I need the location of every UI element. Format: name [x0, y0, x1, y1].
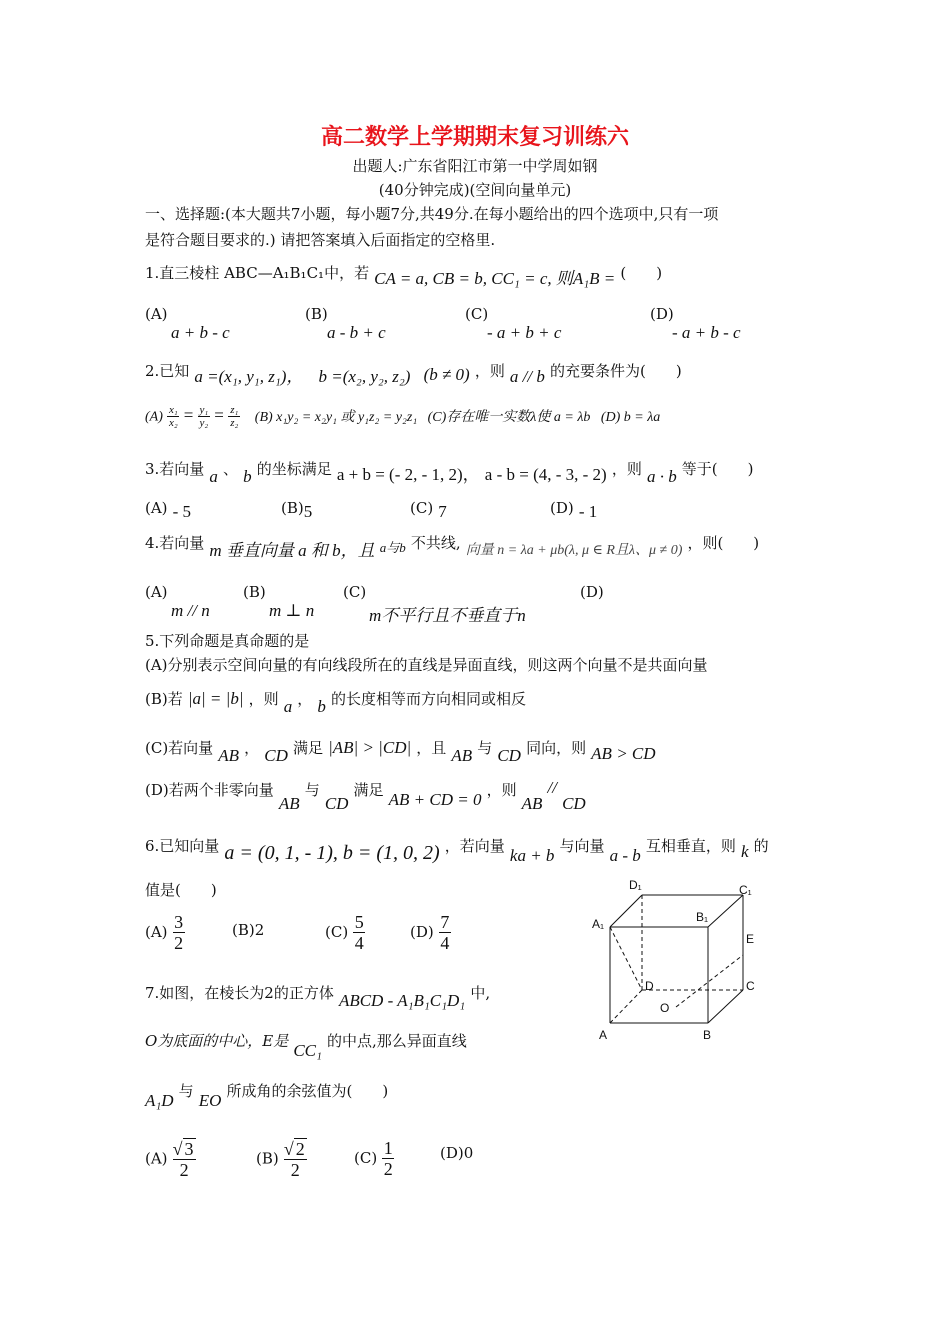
q4-tail: ，则( )	[687, 534, 760, 552]
q3-mid: 的坐标满足	[256, 460, 332, 478]
q4-option-b: (B) m ⊥ n	[243, 583, 315, 620]
q1-condition: CA = a, CB = b, CC₁ = c, 则A₁B =	[374, 269, 616, 288]
q2-stem: 2.已知	[145, 362, 190, 380]
q4-ab: a与b	[379, 540, 406, 555]
q2-vector-a: a =(x₁, y₁, z₁)，	[194, 367, 304, 386]
option-label: (D)	[650, 305, 674, 323]
q7-option-d: (D)0	[440, 1144, 474, 1162]
q2-option-b: (B) x₁y₂ = x₂y₁ 或 y₁z₂ = y₂z₁	[254, 409, 418, 425]
q6-option-a: (A) $\frac{3}{2}$	[145, 912, 184, 953]
q1-paren: ( )	[620, 264, 663, 282]
q3-option-a: (A) - 5	[145, 499, 192, 521]
option-label: (C)	[465, 305, 489, 323]
q2-option-a-label: (A)	[145, 409, 163, 425]
q2-tail: 的充要条件为( )	[549, 362, 682, 380]
q2-vector-b: b =(x₂, y₂, z₂)	[318, 367, 411, 386]
question-6: 6.已知向量 a = (0, 1, - 1), b = (1, 0, 2) ，若向量 ka + b 与向量 a - b 互相垂直，则 k 的	[145, 837, 769, 865]
option-label: (A)	[145, 305, 168, 323]
label-b: B	[703, 1028, 712, 1042]
q3-tail: 等于( )	[681, 460, 754, 478]
label-a: A	[599, 1028, 608, 1042]
q4-stem: 4.若向量	[145, 534, 205, 552]
label-o: O	[660, 1001, 670, 1015]
q2-then: ，则	[474, 362, 505, 380]
option-expr: - a + b - c	[672, 323, 741, 342]
q3-option-d: (D) - 1	[550, 499, 598, 521]
q2-condition: (b ≠ 0)	[423, 365, 470, 384]
question-7: 7.如图，在棱长为2的正方体 ABCD - A₁B₁C₁D₁ 中,	[145, 984, 491, 1010]
cube-figure	[585, 870, 775, 1050]
q2-fraction: $\frac{\text{y₁}}{\text{y₂}}$	[199, 404, 209, 429]
meta-line: (40分钟完成)(空间向量单元)	[378, 181, 572, 199]
question-1	[145, 258, 663, 288]
q2-fraction: $\frac{\text{z₁}}{\text{z₂}}$	[230, 404, 239, 429]
q3-eq2: a - b = (4, - 3, - 2)	[484, 465, 607, 484]
q3-then: ，则	[611, 460, 642, 478]
q4-option-a: (A) m // n	[145, 583, 210, 620]
label-b1: B₁	[696, 910, 709, 924]
q7-line2: O为底面的中心，E是 CC₁ 的中点,那么异面直线	[145, 1032, 467, 1060]
intro-line-1: 一、选择题:(本大题共7小题，每小题7分,共49分.在每小题给出的四个选项中,只有一项	[145, 205, 719, 223]
q1-stem: 1.直三棱柱 ABC—A₁B₁C₁中，若	[145, 264, 370, 282]
q3-b: b	[243, 467, 252, 486]
option-expr: a - b + c	[327, 323, 386, 342]
q3-dot: a · b	[646, 467, 677, 486]
question-4	[145, 528, 760, 560]
question-2	[145, 356, 682, 386]
q6-option-b: (B)2	[232, 921, 265, 939]
q2-option-d: (D) b = λa	[600, 409, 661, 425]
q7-option-a: (A) $\frac{√ 3}{2}$	[145, 1139, 194, 1180]
q7-line3: A₁D 与 EO 所成角的余弦值为( )	[145, 1082, 389, 1110]
q3-a: a	[209, 467, 218, 486]
q6-line2: 值是( )	[145, 881, 217, 899]
q5-option-c: (C)若向量 AB ， CD 满足 |AB| > |CD| ，且 AB 与 CD 同向，则 AB > CD	[145, 738, 656, 765]
q4-option-c: (C) m不平行且不垂直于n	[343, 583, 526, 625]
q5-option-a: (A)分别表示空间向量的有向线段所在的直线是异面直线，则这两个向量不是共面向量	[145, 656, 708, 674]
q2-parallel: a // b	[509, 367, 545, 386]
q1-option-a	[145, 304, 230, 343]
label-d: D	[645, 979, 654, 993]
label-d1: D₁	[629, 878, 642, 892]
option-expr: a + b - c	[171, 323, 230, 342]
q7-option-b: (B) $\frac{√ 2}{2}$	[256, 1139, 305, 1180]
q7-option-c: (C) $\frac{1}{2}$	[354, 1138, 393, 1179]
q3-sep: 、	[223, 460, 239, 478]
q1-option-b	[305, 304, 386, 343]
label-a1: A₁	[592, 917, 605, 931]
label-e: E	[746, 932, 755, 946]
q5-option-b: (B)若 |a| = |b| ，则 a ， b 的长度相等而方向相同或相反	[145, 689, 527, 716]
q6-option-d: (D) $\frac{7}{4}$	[410, 912, 450, 953]
option-label: (B)	[305, 305, 328, 323]
q7-cube: ABCD - A₁B₁C₁D₁	[338, 991, 466, 1010]
question-3	[145, 454, 754, 486]
q4-n: 向量 n = λa + μb(λ, μ ∈ R且λ、μ ≠ 0)	[465, 543, 683, 558]
q4-option-d: (D)	[580, 583, 604, 601]
intro-line-2: 是符合题目要求的.) 请把答案填入后面指定的空格里.	[145, 231, 496, 249]
label-c1: C₁	[739, 883, 752, 897]
page-title: 高二数学上学期期末复习训练六	[320, 124, 629, 150]
q5-stem: 5.下列命题是真命题的是	[145, 632, 310, 650]
label-c: C	[746, 979, 755, 993]
q2-option-c: (C)存在唯一实数λ使 a = λb	[427, 409, 591, 425]
q3-option-c: (C) 7	[410, 499, 447, 521]
q6-vectors: a = (0, 1, - 1), b = (1, 0, 2)	[224, 842, 440, 864]
q2-fraction: $\frac{\text{x₁}}{\text{x₂}}$	[168, 404, 178, 429]
q1-option-c	[465, 304, 561, 343]
author-line: 出题人:广东省阳江市第一中学周如钢	[352, 157, 598, 175]
q2-options: (A) $\frac{\text{x₁}}{\text{x₂}}$ = $\frac{\text{y₁}}{\text{y₂}}$ = $\frac{\text{z₁}}{\text{z₂}}$ (B) x₁y₂ = x₂y₁ 或 y₁z₂ = y₂z₁ (C)存在唯一实数λ使 a = λb (D) b = λa	[145, 404, 661, 429]
q3-stem: 3.若向量	[145, 460, 205, 478]
q6-option-c: (C) $\frac{5}{4}$	[325, 912, 364, 953]
option-expr: - a + b + c	[487, 323, 562, 342]
q3-eq1: a + b = (- 2, - 1, 2)，	[336, 465, 480, 484]
q4-m: m 垂直向量 a 和 b，且	[209, 541, 375, 560]
q4-mid: 不共线,	[410, 534, 461, 552]
q5-option-d: (D)若两个非零向量 AB 与 CD 满足 AB + CD = 0 ，则 AB // CD	[145, 778, 586, 813]
q1-option-d	[650, 304, 741, 343]
q3-option-b: (B)5	[281, 499, 313, 521]
